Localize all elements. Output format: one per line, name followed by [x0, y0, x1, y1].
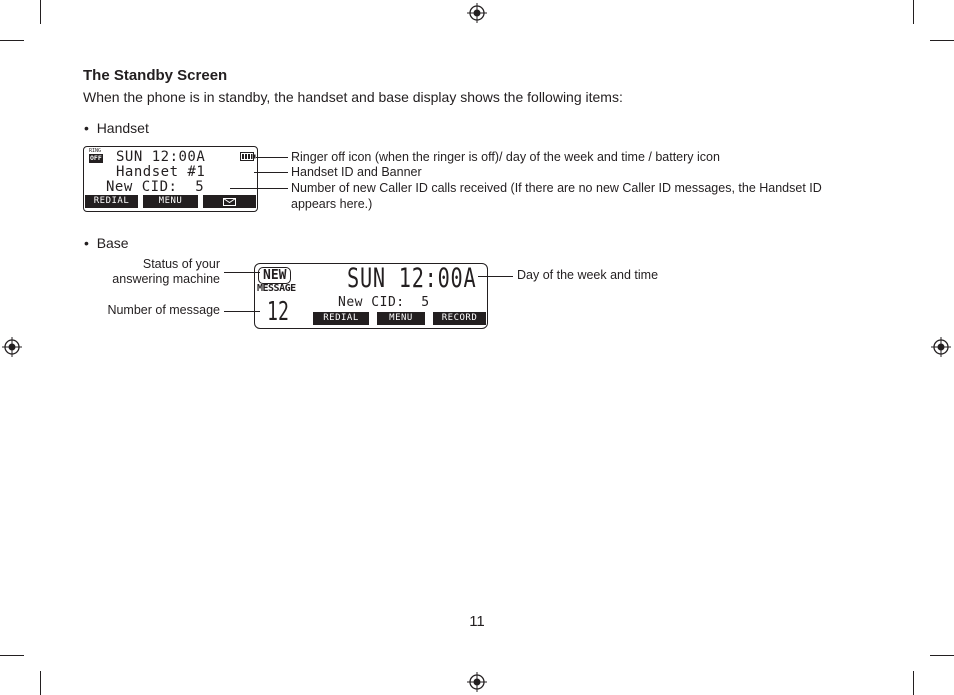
softkey-menu: MENU [143, 195, 198, 208]
leader-line [224, 272, 260, 273]
base-lcd [254, 263, 488, 329]
envelope-icon [223, 198, 236, 206]
leader-line [230, 188, 288, 189]
bullet-label: Base [96, 235, 129, 251]
leader-line [224, 311, 260, 312]
base-cid: New CID: 5 [338, 295, 430, 310]
handset-cid: New CID: 5 [106, 179, 205, 195]
ringer-off-icon: OFF [90, 154, 102, 162]
callout-new-cid: Number of new Caller ID calls received (If there are no new Caller ID messages, the Handset ID [291, 181, 822, 195]
leader-line [254, 172, 288, 173]
crop-mark [930, 655, 954, 656]
softkey-menu: MENU [377, 312, 425, 325]
bullet-dot: • [84, 235, 97, 251]
ring-label-top: RING [89, 148, 102, 154]
softkey-redial: REDIAL [85, 195, 138, 208]
handset-lcd [83, 146, 258, 212]
handset-time: SUN 12:00A [116, 149, 206, 165]
new-message-badge: NEW [258, 267, 291, 284]
intro-text: When the phone is in standby, the handset and base display shows the following items: [83, 89, 623, 105]
softkey-message [203, 195, 256, 208]
crop-mark [913, 0, 914, 24]
crop-mark [40, 671, 41, 695]
crop-mark [913, 671, 914, 695]
section-heading: The Standby Screen [83, 67, 228, 84]
registration-mark-icon [467, 672, 487, 692]
softkey-redial: REDIAL [313, 312, 369, 325]
bullet-label: Handset [96, 120, 149, 136]
page-number: 11 [469, 613, 485, 630]
message-count: 12 [267, 297, 289, 327]
message-label: MESSAGE [257, 283, 296, 294]
bullet-dot: • [84, 120, 97, 136]
crop-mark [930, 40, 954, 41]
callout-ringer-time-battery: Ringer off icon (when the ringer is off)/ day of the week and time / battery icon [291, 150, 720, 164]
leader-line [256, 157, 288, 158]
callout-new-cid-cont: appears here.) [291, 197, 373, 211]
crop-mark [0, 655, 24, 656]
softkey-record: RECORD [433, 312, 486, 325]
registration-mark-icon [931, 337, 951, 357]
handset-id: Handset #1 [116, 164, 206, 180]
base-time: SUN 12:00A [347, 263, 477, 294]
crop-mark [0, 40, 24, 41]
leader-line [478, 276, 513, 277]
callout-handset-id: Handset ID and Banner [291, 165, 422, 179]
callout-status-line2: answering machine [112, 272, 220, 286]
battery-icon [240, 152, 256, 161]
callout-day-time: Day of the week and time [517, 268, 659, 282]
registration-mark-icon [2, 337, 22, 357]
registration-mark-icon [467, 3, 487, 23]
bullet-handset [84, 120, 149, 136]
callout-status-line1: Status of your [142, 257, 220, 271]
bullet-base [84, 235, 129, 251]
callout-number-of-message: Number of message [107, 303, 220, 317]
crop-mark [40, 0, 41, 24]
